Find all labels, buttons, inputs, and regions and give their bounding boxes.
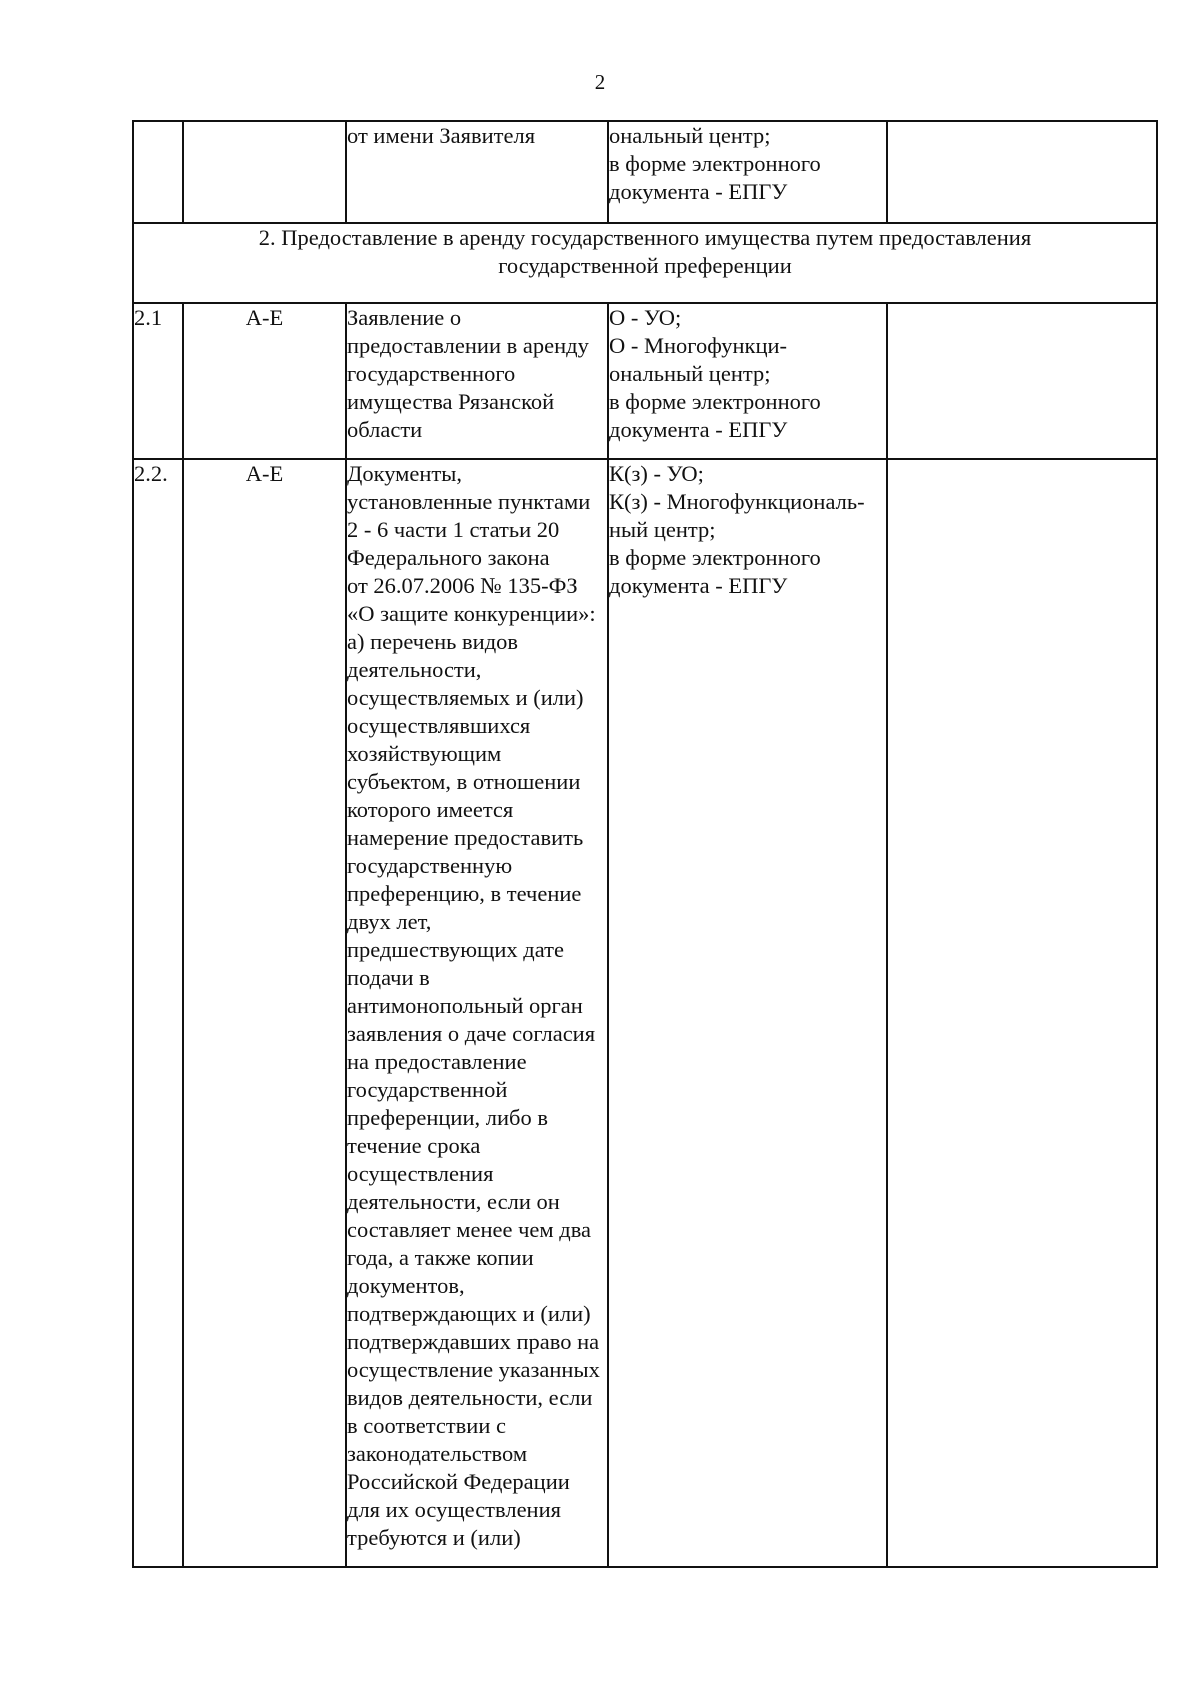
text-line: документов, [347, 1273, 465, 1298]
text-line: в форме электронного [609, 389, 821, 414]
text-line: преференцию, в течение [347, 881, 582, 906]
row-number-cell [133, 121, 183, 223]
text-line: О - Многофункци- [609, 333, 788, 358]
text-line: Российской Федерации [347, 1469, 570, 1494]
submission-form-cell [608, 303, 887, 459]
text-line: а) перечень видов [347, 629, 519, 654]
document-table [132, 120, 1158, 1568]
applicant-code-cell [183, 121, 346, 223]
table-row-2-1 [133, 303, 1157, 459]
text-line: законодательством [347, 1441, 528, 1466]
document-name-cell [346, 121, 608, 223]
text-line: 2 - 6 части 1 статьи 20 [347, 517, 560, 542]
text-line: требуются и (или) [347, 1525, 521, 1550]
submission-form-cell [608, 121, 887, 223]
text-line: хозяйствующим [347, 741, 502, 766]
text-line: документа - ЕПГУ [609, 417, 788, 442]
text-line: которого имеется [347, 797, 514, 822]
text-line: 2. Предоставление в аренду государственного имущества путем предоставления [258, 225, 1032, 250]
text-line: осуществляемых и (или) [347, 685, 584, 710]
text-line: Федерального закона [347, 545, 550, 570]
note-cell [887, 121, 1157, 223]
row-number-cell: 2.2. [133, 459, 183, 1567]
text-line: осуществления [347, 1161, 494, 1186]
section-header-row [133, 223, 1157, 303]
text-line: имущества Рязанской [347, 389, 555, 414]
text-line: на предоставление [347, 1049, 527, 1074]
text-line: деятельности, если он [347, 1189, 560, 1214]
submission-form-cell [608, 459, 887, 1567]
applicant-code-cell: А-Е [183, 459, 346, 1567]
text-line: ный центр; [609, 517, 716, 542]
text-line: документа - ЕПГУ [609, 179, 788, 204]
text-line: преференции, либо в [347, 1105, 548, 1130]
text-line: года, а также копии [347, 1245, 534, 1270]
text-line: осуществлявшихся [347, 713, 531, 738]
text-line: государственной преференции [498, 253, 792, 278]
text-line: О - УО; [609, 305, 682, 330]
text-line: течение срока [347, 1133, 481, 1158]
row-number-cell: 2.1 [133, 303, 183, 459]
text-line: ональный центр; [609, 361, 771, 386]
text-line: видов деятельности, если [347, 1385, 593, 1410]
text-line: заявления о даче согласия [347, 1021, 596, 1046]
text-line: от имени Заявителя [347, 123, 536, 148]
text-line: документа - ЕПГУ [609, 573, 788, 598]
note-cell [887, 303, 1157, 459]
text-line: намерение предоставить [347, 825, 584, 850]
text-line: ональный центр; [609, 123, 771, 148]
note-cell [887, 459, 1157, 1567]
text-line: от 26.07.2006 № 135-ФЗ [347, 573, 578, 598]
text-line: субъектом, в отношении [347, 769, 581, 794]
text-line: Заявление о [347, 305, 462, 330]
text-line: в соответствии с [347, 1413, 506, 1438]
applicant-code-cell: А-Е [183, 303, 346, 459]
page-number: 2 [594, 70, 606, 94]
text-line: для их осуществления [347, 1497, 561, 1522]
text-line: Документы, [347, 461, 463, 486]
table-row-2-2 [133, 459, 1157, 1567]
document-name-cell [346, 459, 608, 1567]
text-line: осуществление указанных [347, 1357, 600, 1382]
text-line: «О защите конкуренции»: [347, 601, 596, 626]
text-line: государственную [347, 853, 513, 878]
text-line: предоставлении в аренду [347, 333, 589, 358]
text-line: в форме электронного [609, 545, 821, 570]
text-line: К(з) - Многофункциональ- [609, 489, 865, 514]
text-line: в форме электронного [609, 151, 821, 176]
text-line: подтверждавших право на [347, 1329, 600, 1354]
text-line: антимонопольный орган [347, 993, 583, 1018]
text-line: подтверждающих и (или) [347, 1301, 591, 1326]
text-line: области [347, 417, 423, 442]
document-name-cell [346, 303, 608, 459]
text-line: составляет менее чем два [347, 1217, 592, 1242]
table-row-continued [133, 121, 1157, 223]
text-line: установленные пунктами [347, 489, 591, 514]
text-line: деятельности, [347, 657, 482, 682]
text-line: подачи в [347, 965, 430, 990]
section-title [133, 223, 1157, 303]
text-line: государственного [347, 361, 516, 386]
text-line: двух лет, [347, 909, 432, 934]
text-line: государственной [347, 1077, 508, 1102]
text-line: К(з) - УО; [609, 461, 704, 486]
text-line: предшествующих дате [347, 937, 564, 962]
